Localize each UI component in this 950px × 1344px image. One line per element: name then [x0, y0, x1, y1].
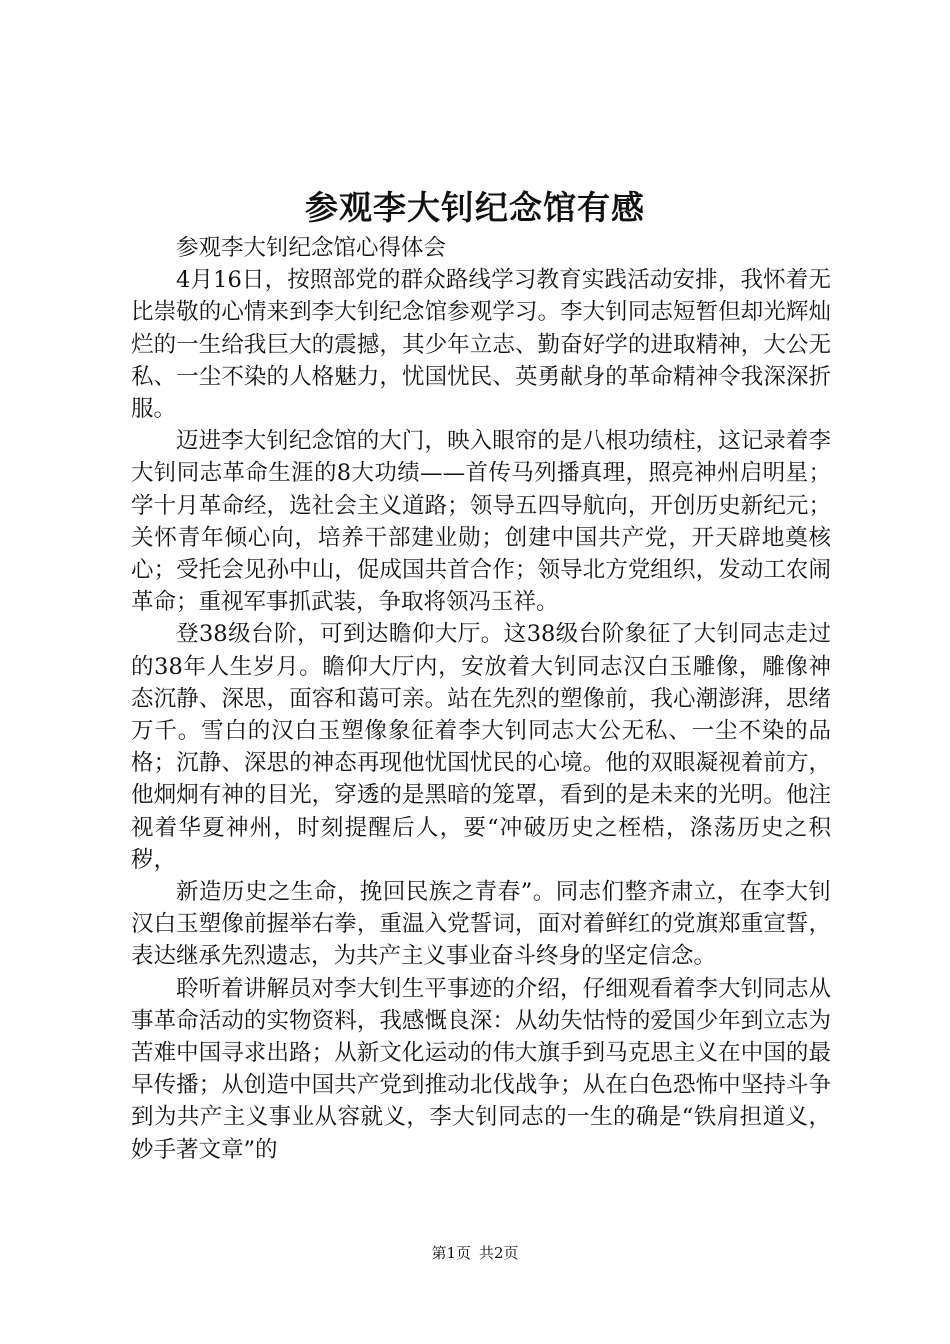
- page-number: 第1页: [431, 1244, 471, 1262]
- paragraph-subtitle: 参观李大钊纪念馆心得体会: [176, 235, 447, 261]
- paragraph: 迈进李大钊纪念馆的大门，映入眼帘的是八根功绩柱，这记录着李大钊同志革命生涯的8大功绩——首传马列播真理，照亮神州启明星；学十月革命经，选社会主义道路；领导五四导航向，开创历史新纪元；关怀青年倾心向，培养干部建业勋；创建中国共产党，开天辟地奠核心；受托会见孙中山，促成国共首合作；领导北方党组织，发动工农闹革命；重视军事抓武装，争取将领冯玉祥。: [131, 428, 831, 616]
- document-body: [131, 232, 831, 1166]
- document-title: 参观李大钊纪念馆有感: [305, 188, 645, 227]
- paragraph: 4月16日，按照部党的群众路线学习教育实践活动安排，我怀着无比崇敬的心情来到李大钊纪念馆参观学习。李大钊同志短暂但却光辉灿烂的一生给我巨大的震撼，其少年立志、勤奋好学的进取精神，大公无私、一尘不染的人格魅力，忧国忧民、英勇献身的革命精神令我深深折服。: [131, 267, 831, 423]
- page-total: 共2页: [479, 1244, 519, 1262]
- paragraph: 新造历史之生命，挽回民族之青春”。同志们整齐肃立，在李大钊汉白玉塑像前握举右拳，重温入党誓词，面对着鲜红的党旗郑重宣誓，表达继承先烈遗志，为共产主义事业奋斗终身的坚定信念。: [131, 879, 831, 970]
- page-footer: [0, 1242, 950, 1264]
- paragraph: 聆听着讲解员对李大钊生平事迹的介绍，仔细观看着李大钊同志从事革命活动的实物资料，我感慨良深：从幼失怙恃的爱国少年到立志为苦难中国寻求出路；从新文化运动的伟大旗手到马克思主义在中国的最早传播；从创造中国共产党到推动北伐战争；从在白色恐怖中坚持斗争到为共产主义事业从容就义，李大钊同志的一生的确是“铁肩担道义，妙手著文章”的: [131, 975, 831, 1163]
- paragraph: 登38级台阶，可到达瞻仰大厅。这38级台阶象征了大钊同志走过的38年人生岁月。瞻仰大厅内，安放着大钊同志汉白玉雕像，雕像神态沉静、深思，面容和蔼可亲。站在先烈的塑像前，我心潮澎湃，思绪万千。雪白的汉白玉塑像象征着李大钊同志大公无私、一尘不染的品格；沉静、深思的神态再现他忧国忧民的心境。他的双眼凝视着前方，他炯炯有神的目光，穿透的是黑暗的笼罩，看到的是未来的光明。他注视着华夏神州，时刻提醒后人，要“冲破历史之桎梏，涤荡历史之积秽，: [131, 621, 831, 873]
